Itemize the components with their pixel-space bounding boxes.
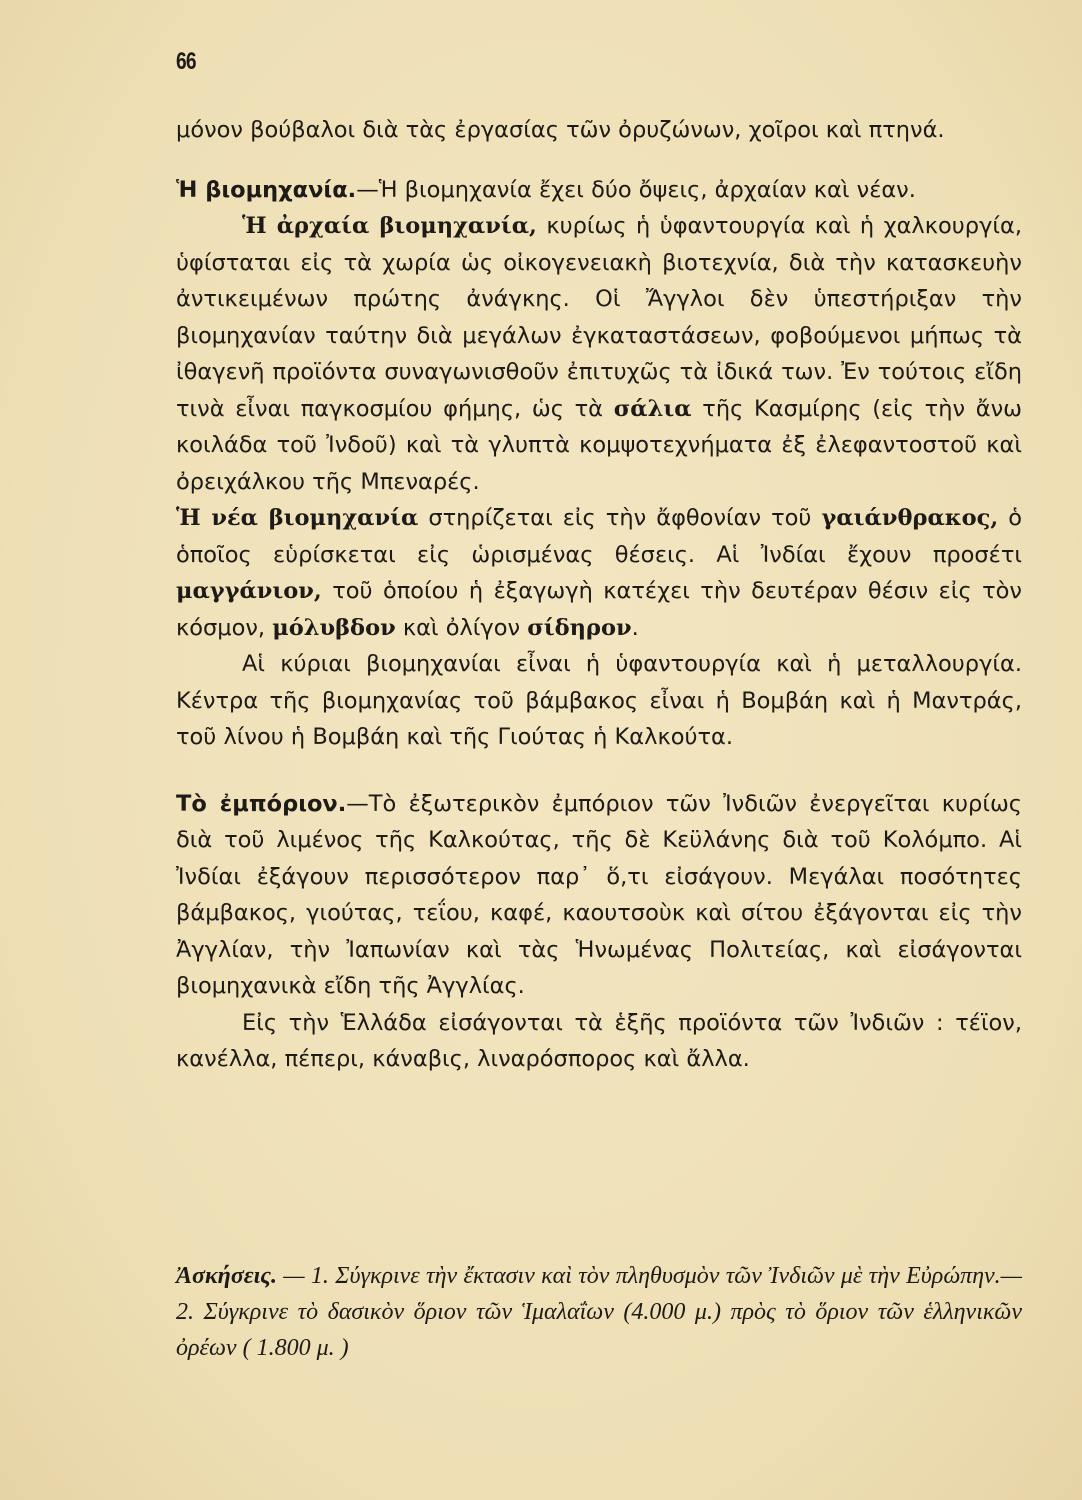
paragraph-livestock: μόνον βούβαλοι διὰ τὰς ἐργασίας τῶν ὀρυζώνων, χοῖροι καὶ πτηνά. xyxy=(176,117,945,143)
paragraph-ancient-industry xyxy=(176,208,1022,500)
new-text-1: στηρίζεται εἰς τὴν ἄφθονίαν τοῦ xyxy=(418,505,822,531)
term-lead: μόλυβδον xyxy=(272,614,396,641)
paragraph-commerce xyxy=(176,786,1022,1005)
commerce-text: —Τὸ ἐξωτερικὸν ἐμπόριον τῶν Ἰνδιῶν ἐνεργεῖται κυρίως διὰ τοῦ λιμένος τῆς Καλκούτας, τῆς δὲ Κεϋλάνης διὰ τοῦ Κολόμπο. Αἱ Ἰνδίαι ἐξάγουν περισσότερον παρ᾽ ὅ,τι εἰσάγουν. Μεγάλαι ποσότητες βάμβακος, γιούτας, τεΐου, καφέ, καουτσοὺκ καὶ σίτου ἐξάγονται εἰς τὴν Ἀγγλίαν, τὴν Ἰαπωνίαν καὶ τὰς Ἡνωμένας Πολιτείας, καὶ εἰσάγονται βιομηχανικὰ εἴδη τῆς Ἀγγλίας. xyxy=(176,790,1022,999)
paragraph-main-industries: Αἱ κύριαι βιομηχανίαι εἶναι ἡ ὑφαντουργία καὶ ἡ μεταλλουργία. Κέντρα τῆς βιομηχανίας τοῦ βάμβακος εἶναι ἡ Βομβάη καὶ ἡ Μαντράς, τοῦ λίνου ἡ Βομβάη καὶ τῆς Γιούτας ἡ Καλκούτα. xyxy=(176,651,1022,750)
heading-commerce: Τὸ ἐμπόριον. xyxy=(176,790,347,817)
term-coal: γαιάνθρακος, xyxy=(821,505,999,531)
page-number: 66 xyxy=(176,48,196,75)
heading-ancient-industry: Ἡ ἀρχαία βιομηχανία, xyxy=(242,213,537,239)
ancient-text: κυρίως ἡ ὑφαντουργία καὶ ἡ χαλκουργία, ὑφίσταται εἰς τὰ χωρία ὡς οἰκογενειακὴ βιοτεχνία, διὰ τὴν κατασκευὴν ἀντικειμένων πρώτης ἀνάγκης. Οἱ Ἄγγλοι δὲν ὑπεστήριξαν τὴν βιομηχανίαν ταύτην διὰ μεγάλων ἐγκαταστάσεων, φοβούμενοι μήπως τὰ ἰθαγενῆ προϊόντα συναγωνισθοῦν ἐπιτυχῶς τὰ ἰδικά των. Ἐν τούτοις εἴδη τινὰ εἶναι παγκοσμίου φήμης, ὡς τὰ xyxy=(176,213,1022,422)
paragraph-greece-imports: Εἰς τὴν Ἑλλάδα εἰσάγονται τὰ ἑξῆς προϊόντα τῶν Ἰνδιῶν : τέϊον, κανέλλα, πέπερι, κάναβις, λιναρόσπορος καὶ ἄλλα. xyxy=(176,1009,1022,1072)
term-iron: σίδηρον xyxy=(527,614,632,641)
paragraph-industry xyxy=(176,172,1022,209)
new-text-2: ὁ ὁποῖος εὑρίσκεται εἰς ὡρισμένας θέσεις. Αἱ Ἰνδίαι ἔχουν προσέτι xyxy=(176,505,1022,568)
new-text-5: . xyxy=(631,614,639,641)
heading-new-industry: Ἡ νέα βιομηχανία xyxy=(176,505,419,531)
exercises xyxy=(176,1258,1022,1366)
term-shawls: σάλια xyxy=(613,395,692,422)
term-manganese: μαγγάνιον, xyxy=(176,578,322,604)
ancient-text-2: τῆς Κασμίρης (εἰς τὴν ἄνω κοιλάδα τοῦ Ἰνδοῦ) καὶ τὰ γλυπτὰ κομψοτεχνήματα ἐξ ἐλεφαντοστοῦ καὶ ὀρειχάλκου τῆς Μπεναρές. xyxy=(176,395,1022,495)
new-text-3: τοῦ ὁποίου ἡ ἐξαγωγὴ κατέχει τὴν δευτέραν θέσιν εἰς τὸν κόσμον, xyxy=(176,578,1022,641)
industry-text: —Ἡ βιομηχανία ἔχει δύο ὄψεις, ἀρχαίαν καὶ νέαν. xyxy=(356,176,916,203)
paragraph-new-industry xyxy=(176,500,1022,646)
exercises-label: Ἀσκήσεις. xyxy=(176,1263,277,1289)
new-text-4: καὶ ὀλίγον xyxy=(395,614,528,641)
body-text xyxy=(176,112,1022,1078)
exercises-text: — 1. Σύγκρινε τὴν ἔκτασιν καὶ τὸν πληθυσμὸν τῶν Ἰνδιῶν μὲ τὴν Εὐρώπην.— 2. Σύγκρινε τὸ δασικὸν ὅριον τῶν Ἱμαλαΐων (4.000 μ.) πρὸς τὸ ὅριον τῶν ἑλληνικῶν ὀρέων ( 1.800 μ. ) xyxy=(176,1263,1022,1361)
heading-industry: Ἡ βιομηχανία. xyxy=(176,176,357,203)
